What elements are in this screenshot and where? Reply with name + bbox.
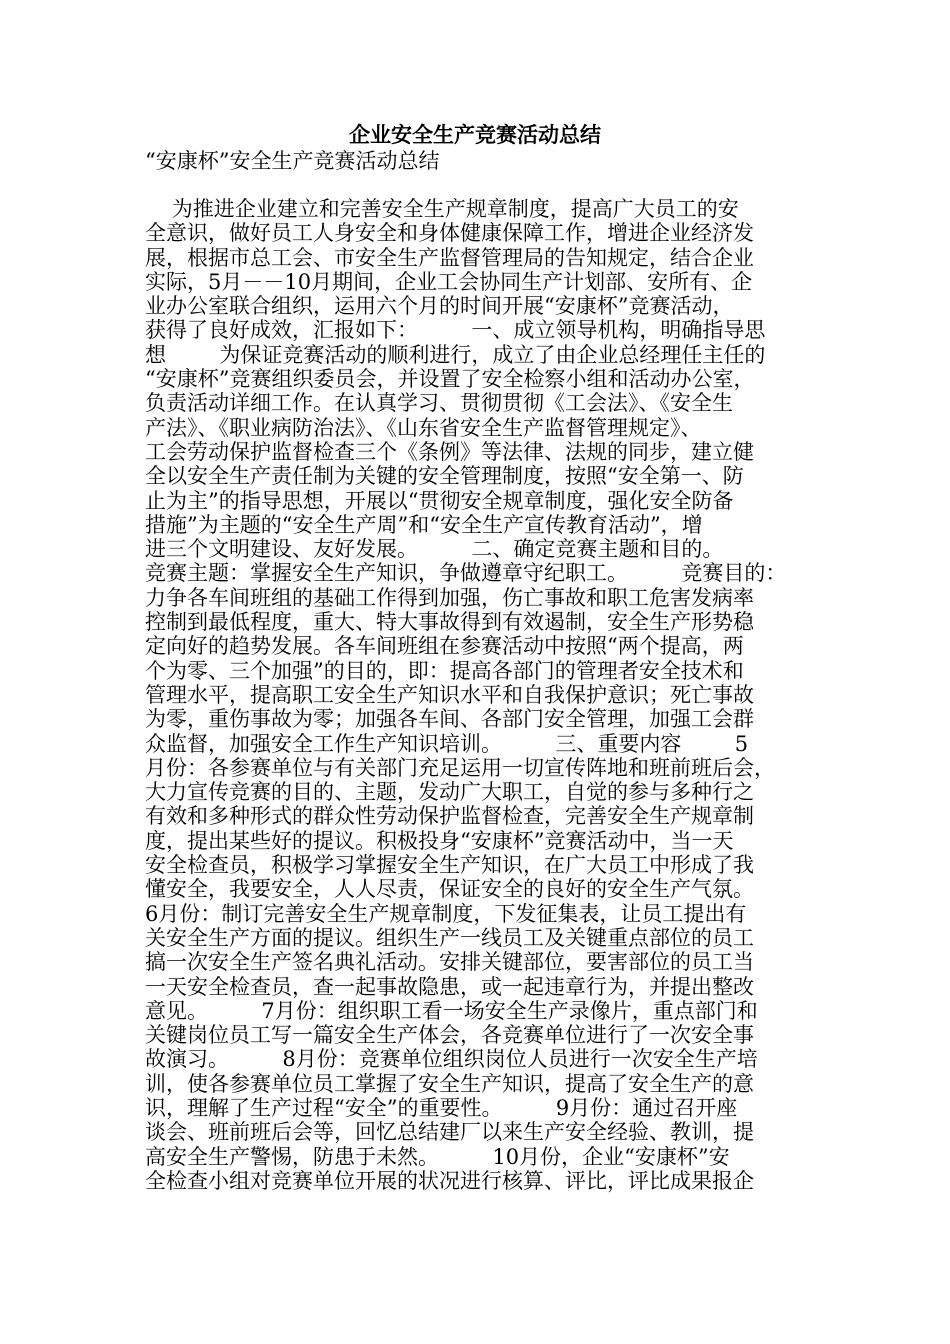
body-text-line: 大力宣传竞赛的目的、主题，发动广大职工，自觉的参与多种行之 (145, 780, 754, 805)
body-text-line: 全意识，做好员工人身安全和身体健康保障工作，增进企业经济发 (145, 221, 754, 246)
body-text-line: 实际，5月－－10月期间，企业工会协同生产计划部、安所有、企 (145, 269, 753, 294)
body-text-line: 进三个文明建设、友好发展。 二、确定竞赛主题和目的。 (145, 537, 724, 562)
body-text-line: 想 为保证竞赛活动的顺利进行，成立了由企业总经理任主任的 (145, 342, 766, 367)
body-text-line: 关安全生产方面的提议。组织生产一线员工及关键重点部位的员工 (145, 925, 754, 950)
body-text-line: 搞一次安全生产签名典礼活动。安排关键部位，要害部位的员工当 (145, 950, 754, 975)
body-text-line: 全以安全生产责任制为关键的安全管理制度，按照“安全第一、防 (145, 464, 744, 489)
body-text-line: “安康杯”竞赛组织委员会，并设置了安全检察小组和活动办公室， (145, 367, 755, 392)
body-text-line: 安全检查员，积极学习掌握安全生产知识，在广大员工中形成了我 (145, 853, 754, 878)
body-text-line: 月份：各参赛单位与有关部门充足运用一切宣传阵地和班前班后会， (145, 755, 775, 780)
body-text-line: 控制到最低程度，重大、特大事故得到有效遏制，安全生产形势稳 (145, 610, 754, 635)
body-text-line: 关键岗位员工写一篇安全生产体会，各竞赛单位进行了一次安全事 (145, 1023, 754, 1048)
body-text-line: 业办公室联合组织，运用六个月的时间开展“安康杯”竞赛活动， (145, 294, 734, 319)
body-text-line: 懂安全，我要安全，人人尽责，保证安全的良好的安全生产气氛。 (145, 877, 754, 902)
body-text-line: 定向好的趋势发展。各车间班组在参赛活动中按照“两个提高，两 (145, 634, 744, 659)
body-text-line: 谈会、班前班后会等，回忆总结建厂以来生产安全经验、教训，提 (145, 1120, 754, 1145)
body-text-line: 工会劳动保护监督检查三个《条例》等法律、法规的同步，建立健 (145, 439, 754, 464)
body-text-line: 一天安全检查员，查一起事故隐患，或一起违章行为，并提出整改 (145, 974, 754, 999)
body-text-line: 有效和多种形式的群众性劳动保护监督检查，完善安全生产规章制 (145, 804, 754, 829)
body-text-line: 训，使各参赛单位员工掌握了安全生产知识，提高了安全生产的意 (145, 1071, 754, 1096)
body-text-line: 6月份：制订完善安全生产规章制度，下发征集表，让员工提出有 (145, 901, 747, 926)
body-text-line: 故演习。 8月份：竞赛单位组织岗位人员进行一次安全生产培 (145, 1047, 758, 1072)
body-text-line: 止为主”的指导思想，开展以“贯彻安全规章制度，强化安全防备 (145, 488, 734, 513)
document-subtitle: “安康杯”安全生产竞赛活动总结 (145, 149, 440, 173)
body-text-line: 产法》、《职业病防治法》、《山东省安全生产监督管理规定》、 (145, 415, 702, 440)
body-text-line: 措施”为主题的“安全生产周”和“安全生产宣传教育活动”，增 (145, 512, 703, 537)
body-text-line: 管理水平，提高职工安全生产知识水平和自我保护意识；死亡事故 (145, 682, 754, 707)
body-text-line: 力争各车间班组的基础工作得到加强，伤亡事故和职工危害发病率 (145, 585, 754, 610)
body-text-line: 全检查小组对竞赛单位开展的状况进行核算、评比，评比成果报企 (145, 1168, 754, 1193)
body-text-line: 众监督，加强安全工作生产知识培训。 三、重要内容 5 (145, 731, 749, 756)
body-text-line: 为零，重伤事故为零；加强各车间、各部门安全管理，加强工会群 (145, 707, 754, 732)
document-body (145, 197, 825, 1193)
body-text-line: 个为零、三个加强”的目的，即：提高各部门的管理者安全技术和 (145, 658, 744, 683)
body-text-line: 展，根据市总工会、市安全生产监督管理局的告知规定，结合企业 (145, 245, 754, 270)
body-text-line: 获得了良好成效，汇报如下： 一、成立领导机构，明确指导思 (145, 318, 766, 343)
document-title: 企业安全生产竞赛活动总结 (349, 122, 601, 147)
body-text-line: 意见。 7月份：组织职工看一场安全生产录像片，重点部门和 (145, 998, 758, 1023)
body-text-line: 识，理解了生产过程“安全”的重要性。 9月份：通过召开座 (145, 1095, 738, 1120)
body-text-line: 高安全生产警惕，防患于未然。 10月份，企业“安康杯”安 (145, 1144, 730, 1169)
body-text-line: 负责活动详细工作。在认真学习、贯彻贯彻《工会法》、《安全生 (145, 391, 733, 416)
body-text-line: 为推进企业建立和完善安全生产规章制度，提高广大员工的安 (145, 197, 739, 221)
body-text-line: 度，提出某些好的提议。积极投身“安康杯”竞赛活动中，当一天 (145, 828, 734, 853)
body-text-line: 竞赛主题：掌握安全生产知识，争做遵章守纪职工。 竞赛目的： (145, 561, 787, 586)
